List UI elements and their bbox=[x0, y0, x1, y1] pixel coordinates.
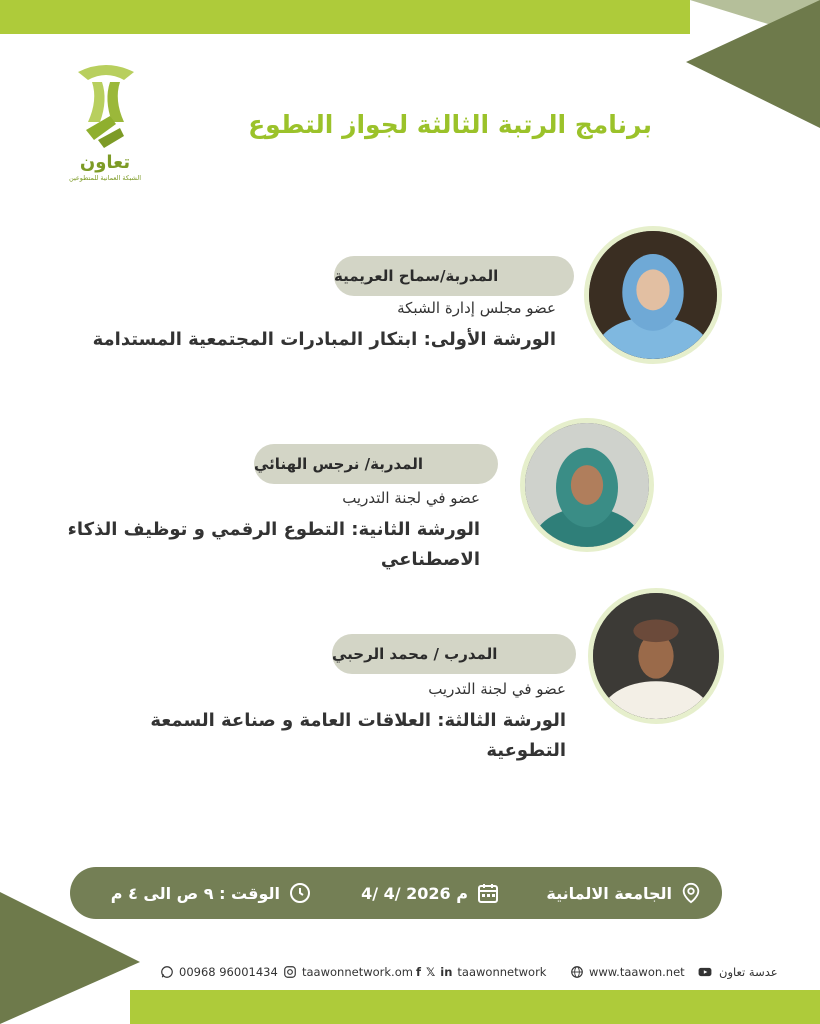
location-pin-icon bbox=[680, 882, 702, 904]
social-handle-text: taawonnetwork bbox=[457, 965, 547, 979]
whatsapp-icon bbox=[160, 965, 174, 979]
bottom-accent-bar bbox=[130, 990, 820, 1024]
trainer-3-workshop: الورشة الثالثة: العلاقات العامة و صناعة السمعة التطوعية bbox=[150, 710, 566, 761]
logo-subtitle: الشبكة العمانية للمتطوعين bbox=[69, 174, 141, 182]
trainer-3-role: عضو في لجنة التدريب bbox=[428, 680, 566, 698]
trainer-2-role: عضو في لجنة التدريب bbox=[342, 489, 480, 507]
linkedin-icon: in bbox=[440, 965, 453, 979]
instagram-text: taawonnetwork.om bbox=[302, 965, 413, 979]
trainer-2-name-pill bbox=[254, 444, 498, 484]
globe-icon bbox=[570, 965, 584, 979]
youtube-icon bbox=[696, 965, 714, 979]
x-icon: 𝕏 bbox=[426, 965, 436, 979]
calendar-icon bbox=[476, 881, 500, 905]
top-accent-bar bbox=[0, 0, 690, 34]
trainer-1-workshop: الورشة الأولى: ابتكار المبادرات المجتمعية المستدامة bbox=[92, 329, 556, 350]
trainer-2-photo bbox=[520, 418, 654, 552]
trainer-3-name-pill bbox=[332, 634, 576, 674]
facebook-icon: f bbox=[416, 965, 422, 979]
corner-triangle-dark bbox=[686, 0, 820, 128]
trainer-1-name-pill bbox=[334, 256, 574, 296]
page-title: برنامج الرتبة الثالثة لجواز التطوع bbox=[248, 110, 652, 139]
trainer-2-workshop: الورشة الثانية: التطوع الرقمي و توظيف الذكاء الاصطناعي bbox=[67, 519, 480, 570]
trainer-1-photo bbox=[584, 226, 722, 364]
footer-youtube[interactable] bbox=[696, 962, 778, 982]
location-item bbox=[546, 867, 702, 919]
trainer-3-photo bbox=[588, 588, 724, 724]
trainer-2-name: المدربة/ نرجس الهنائي bbox=[254, 455, 423, 473]
date-item bbox=[361, 867, 500, 919]
footer-website[interactable] bbox=[570, 962, 685, 982]
trainer-1-name: المدربة/سماح العريمية bbox=[334, 267, 499, 285]
logo-name: تعاون bbox=[79, 152, 131, 173]
event-info-bar bbox=[70, 867, 722, 919]
trainer-1-role: عضو مجلس إدارة الشبكة bbox=[397, 299, 556, 317]
location-text: الجامعة الالمانية bbox=[546, 883, 672, 903]
footer-social[interactable] bbox=[416, 962, 546, 982]
footer-phone[interactable] bbox=[160, 962, 278, 982]
instagram-icon bbox=[283, 965, 297, 979]
date-text: 4/ 4/ 2026 م bbox=[361, 883, 468, 903]
trainer-3-name: المدرب / محمد الرحبي bbox=[332, 645, 498, 663]
phone-text: 00968 96001434 bbox=[179, 965, 278, 979]
time-text: الوقت : ٩ ص الى ٤ م bbox=[110, 883, 280, 903]
footer-instagram[interactable] bbox=[283, 962, 413, 982]
youtube-text: عدسة تعاون bbox=[719, 965, 778, 979]
clock-icon bbox=[288, 881, 312, 905]
time-item bbox=[111, 867, 312, 919]
website-text: www.taawon.net bbox=[589, 965, 685, 979]
